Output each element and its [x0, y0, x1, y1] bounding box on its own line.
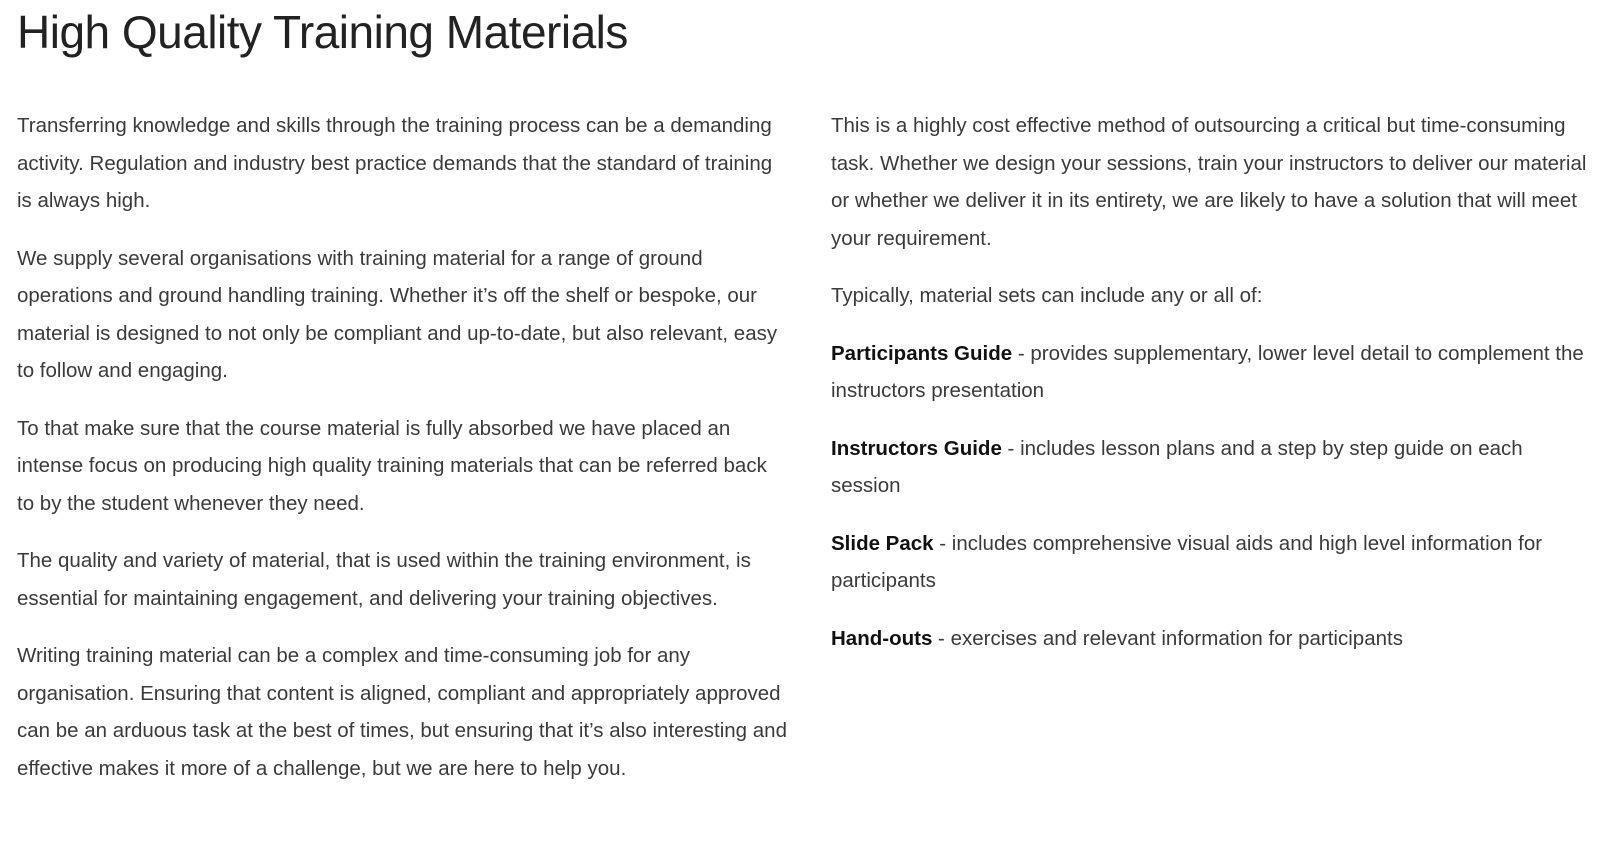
material-item-description: - includes comprehensive visual aids and high level information for participants — [831, 531, 1543, 592]
writing-paragraph: Writing training material can be a complex and time-consuming job for any organisation. Ensuring that content is aligned, compliant and appropriately approved can be an arduous task at the best of times, but ensuring that it’s also interesting and effective makes it more of a challenge, but we are here to help you. — [17, 644, 787, 780]
material-sets-lead-in: Typically, material sets can include any or all of: — [831, 284, 1263, 307]
material-item-participants-guide — [831, 335, 1591, 410]
focus-paragraph: To that make sure that the course material is fully absorbed we have placed an intense focus on producing high quality training materials that can be referred back to by the student whenever they need. — [17, 416, 767, 515]
material-item-title: Instructors Guide — [831, 436, 1002, 460]
cost-effective-paragraph: This is a highly cost effective method of outsourcing a critical but time-consuming task. Whether we design your sessions, train your instructors to deliver our material or whether we deliver it in its entirety, we are likely to have a solution that will meet your requirement. — [831, 114, 1587, 250]
material-item-hand-outs — [831, 620, 1591, 658]
material-item-instructors-guide — [831, 430, 1591, 505]
page-title: High Quality Training Materials — [17, 6, 628, 58]
material-item-description: - includes lesson plans and a step by step guide on each session — [831, 436, 1523, 497]
material-item-title: Participants Guide — [831, 341, 1013, 365]
supply-paragraph: We supply several organisations with training material for a range of ground operations and ground handling training. Whether it’s off the shelf or bespoke, our material is designed to not only be compliant and up-to-date, but also relevant, easy to follow and engaging. — [17, 246, 778, 382]
material-item-title: Slide Pack — [831, 531, 934, 555]
quality-paragraph: The quality and variety of material, that is used within the training environment, is essential for maintaining engagement, and delivering your training objectives. — [17, 549, 751, 610]
material-item-title: Hand-outs — [831, 626, 933, 650]
left-column — [17, 107, 787, 807]
material-item-description: - provides supplementary, lower level detail to complement the instructors presentation — [831, 341, 1584, 402]
material-item-slide-pack — [831, 525, 1591, 600]
material-item-description: - exercises and relevant information for participants — [932, 626, 1403, 650]
right-column — [831, 107, 1591, 677]
intro-paragraph: Transferring knowledge and skills through the training process can be a demanding activity. Regulation and industry best practice demands that the standard of training is always high. — [17, 114, 773, 212]
